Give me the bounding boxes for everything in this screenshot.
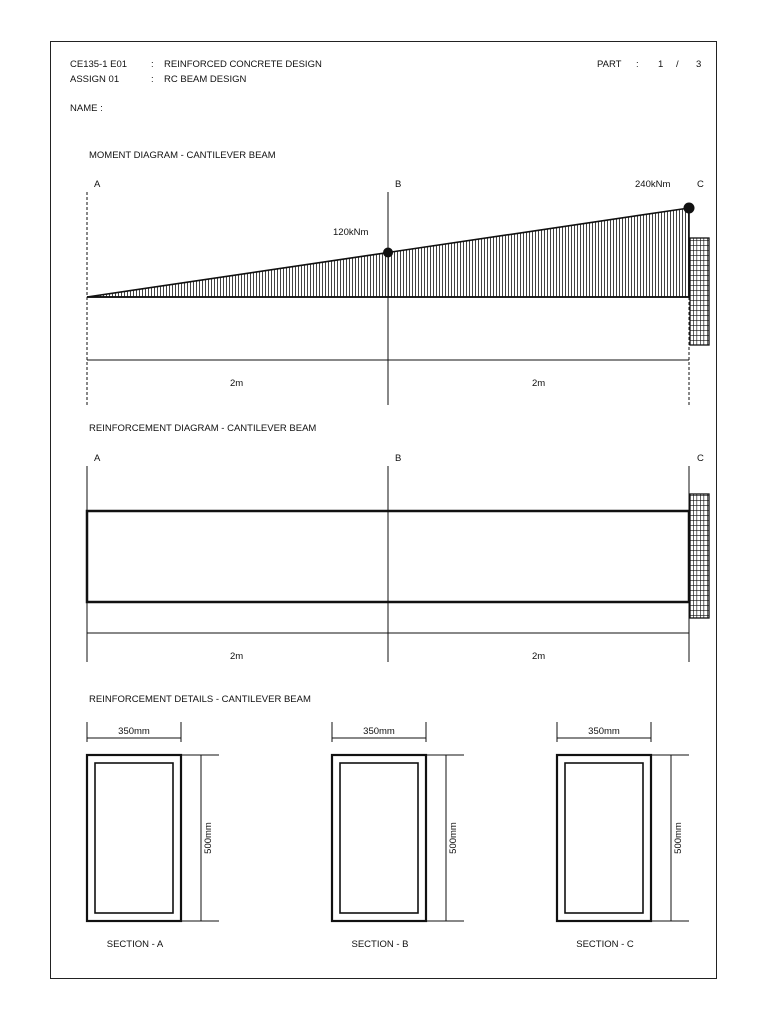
part-label: PART (597, 59, 622, 70)
reinforcement-diagram-title: REINFORCEMENT DIAGRAM - CANTILEVER BEAM (89, 423, 317, 434)
section-b (332, 722, 464, 950)
reinforcement-point-b: B (395, 453, 402, 464)
moment-diagram-title: MOMENT DIAGRAM - CANTILEVER BEAM (89, 150, 276, 161)
section-a-height: 500mm (203, 822, 214, 854)
section-a-outline (87, 755, 181, 921)
moment-value-point-b (383, 248, 393, 258)
part-current: 1 (658, 59, 664, 70)
moment-point-c: C (697, 179, 704, 190)
part-separator: : (636, 59, 639, 70)
reinforcement-span-ab: 2m (230, 651, 244, 662)
section-b-width: 350mm (363, 726, 395, 737)
name-label: NAME : (70, 103, 103, 114)
assign-separator: : (151, 74, 154, 85)
assign-title: RC BEAM DESIGN (164, 74, 247, 85)
fixed-support-reinforcement (690, 494, 709, 618)
course-separator: : (151, 59, 154, 70)
moment-span-bc: 2m (532, 378, 546, 389)
moment-point-b: B (395, 179, 402, 190)
course-title: REINFORCED CONCRETE DESIGN (164, 59, 322, 70)
moment-label-c: 240kNm (635, 179, 671, 190)
fixed-support-moment (690, 238, 709, 345)
section-c-height: 500mm (673, 822, 684, 854)
moment-value-point-c (684, 203, 695, 214)
section-b-label: SECTION - B (351, 939, 409, 950)
section-b-height: 500mm (448, 822, 459, 854)
section-c-width: 350mm (588, 726, 620, 737)
section-c-outline (557, 755, 651, 921)
reinforcement-span-bc: 2m (532, 651, 546, 662)
section-a-width: 350mm (118, 726, 150, 737)
course-code: CE135-1 E01 (70, 59, 128, 70)
reinforcement-point-c: C (697, 453, 704, 464)
moment-point-a: A (94, 179, 101, 190)
part-total: 3 (696, 59, 702, 70)
part-slash: / (676, 59, 679, 70)
section-c (557, 722, 689, 950)
section-a-label: SECTION - A (106, 939, 164, 950)
section-b-outline (332, 755, 426, 921)
reinforcement-point-a: A (94, 453, 101, 464)
section-a (87, 722, 219, 950)
moment-span-ab: 2m (230, 378, 244, 389)
reinforcement-details-title: REINFORCEMENT DETAILS - CANTILEVER BEAM (89, 694, 311, 705)
section-c-label: SECTION - C (576, 939, 634, 950)
assign-code: ASSIGN 01 (70, 74, 120, 85)
moment-label-b: 120kNm (333, 227, 369, 238)
